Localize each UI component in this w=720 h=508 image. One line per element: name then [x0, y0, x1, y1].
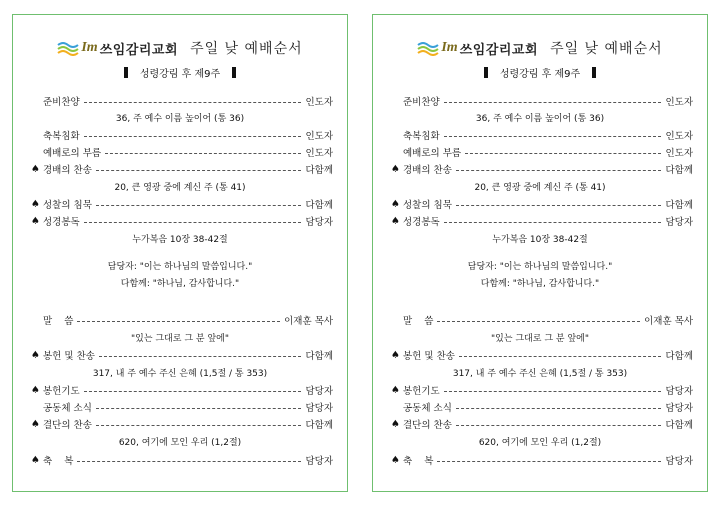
service-item-label: 축복침화 [403, 131, 440, 142]
service-item-performer: 인도자 [305, 148, 333, 159]
dotted-leader [96, 205, 302, 206]
church-logo [57, 39, 178, 58]
service-note: 담당자: "이는 하나님의 말씀입니다." [107, 262, 253, 272]
service-item-performer: 다함께 [665, 420, 693, 431]
dotted-leader [444, 102, 662, 103]
service-item-label: 결단의 찬송 [43, 420, 92, 431]
service-subtitle [13, 63, 347, 81]
bar-left-decoration [124, 67, 128, 78]
service-item-performer: 인도자 [305, 131, 333, 142]
service-item-performer: 인도자 [665, 131, 693, 142]
service-item-label: 성경봉독 [43, 217, 80, 228]
service-item [391, 416, 693, 432]
service-item [31, 93, 333, 109]
service-item-performer: 담당자 [305, 217, 333, 228]
service-item [31, 144, 333, 160]
service-note: "있는 그대로 그 분 앞에" [491, 334, 589, 344]
service-item [391, 127, 693, 143]
dotted-leader [84, 136, 302, 137]
service-item-label: 성찰의 침묵 [403, 200, 452, 211]
dotted-leader [84, 102, 302, 103]
service-item-performer: 담당자 [305, 456, 333, 467]
service-item-performer: 이재훈 목사 [284, 316, 333, 327]
service-item-label: 말 씀 [403, 316, 434, 327]
spade-icon: ♠ [31, 163, 40, 175]
spade-icon: ♠ [391, 163, 400, 175]
dotted-leader [456, 408, 662, 409]
logo-prefix: Im [441, 40, 458, 55]
bulletin-header [13, 33, 347, 63]
service-item [31, 161, 333, 177]
bar-left-decoration [484, 67, 488, 78]
spade-icon: ♠ [391, 349, 400, 361]
service-item [31, 382, 333, 398]
service-item [391, 452, 693, 468]
service-item-performer: 다함께 [665, 351, 693, 362]
service-item-label: 축 복 [43, 456, 74, 467]
service-item [31, 127, 333, 143]
service-note: 다함께: "하나님, 감사합니다." [120, 279, 240, 289]
service-note: 담당자: "이는 하나님의 말씀입니다." [467, 262, 613, 272]
service-note: 20, 큰 영광 중에 계신 주 (통 41) [474, 183, 606, 193]
service-item-performer: 이재훈 목사 [644, 316, 693, 327]
service-item-label: 성경봉독 [403, 217, 440, 228]
subtitle-text: 성령강림 후 제9주 [139, 68, 221, 80]
spade-icon: ♠ [391, 198, 400, 210]
spade-icon: ♠ [31, 215, 40, 227]
church-name: 쓰임감리교회 [459, 42, 539, 58]
service-item-performer: 담당자 [665, 386, 693, 397]
dotted-leader [465, 153, 661, 154]
spade-icon: ♠ [391, 418, 400, 430]
dotted-leader [456, 170, 662, 171]
service-item [31, 399, 333, 415]
service-item [391, 399, 693, 415]
service-item-label: 축 복 [403, 456, 434, 467]
service-item-performer: 담당자 [665, 403, 693, 414]
church-logo [417, 39, 538, 58]
service-item [391, 144, 693, 160]
service-item-performer: 담당자 [665, 217, 693, 228]
service-title: 주일 낮 예배순서 [550, 41, 663, 57]
spade-icon: ♠ [31, 454, 40, 466]
subtitle-text: 성령강림 후 제9주 [499, 68, 581, 80]
church-name: 쓰임감리교회 [99, 42, 179, 58]
service-item-label: 봉헌 및 찬송 [43, 351, 95, 362]
logo-prefix: Im [81, 40, 98, 55]
service-item-label: 말 씀 [43, 316, 74, 327]
service-title: 주일 낮 예배순서 [190, 41, 303, 57]
dotted-leader [459, 356, 662, 357]
service-item-performer: 다함께 [665, 165, 693, 176]
service-item-performer: 담당자 [305, 386, 333, 397]
service-item-performer: 인도자 [665, 97, 693, 108]
service-item-label: 봉헌기도 [403, 386, 440, 397]
service-item [391, 312, 693, 328]
spade-icon: ♠ [31, 198, 40, 210]
service-subtitle [373, 63, 707, 81]
service-item-label: 예배로의 부름 [43, 148, 102, 159]
service-item-label: 경배의 찬송 [403, 165, 452, 176]
spade-icon: ♠ [31, 418, 40, 430]
spade-icon: ♠ [31, 349, 40, 361]
service-note: 317, 내 주 예수 주신 은혜 (1,5절 / 통 353) [452, 369, 628, 379]
dotted-leader [444, 136, 662, 137]
dotted-leader [84, 222, 302, 223]
service-item-label: 예배로의 부름 [403, 148, 462, 159]
bulletin-page-right [372, 14, 708, 492]
dotted-leader [96, 170, 302, 171]
service-item-performer: 인도자 [665, 148, 693, 159]
service-item [31, 312, 333, 328]
service-item [31, 347, 333, 363]
service-item-performer: 다함께 [305, 351, 333, 362]
wave-logo-icon [417, 40, 439, 56]
service-note: 317, 내 주 예수 주신 은혜 (1,5절 / 통 353) [92, 369, 268, 379]
service-item-label: 공동체 소식 [43, 403, 92, 414]
service-item [391, 93, 693, 109]
service-item-label: 준비찬양 [43, 97, 80, 108]
bar-right-decoration [232, 67, 236, 78]
dotted-leader [96, 425, 302, 426]
service-note: 36, 주 예수 이름 높이어 (통 36) [475, 114, 605, 124]
wave-logo-icon [57, 40, 79, 56]
service-note: 620, 여기에 모인 우리 (1,2절) [118, 438, 242, 448]
service-item-label: 경배의 찬송 [43, 165, 92, 176]
service-note: 다함께: "하나님, 감사합니다." [480, 279, 600, 289]
service-item-performer: 다함께 [665, 200, 693, 211]
service-item-performer: 담당자 [665, 456, 693, 467]
spade-icon: ♠ [391, 454, 400, 466]
service-item-label: 봉헌기도 [43, 386, 80, 397]
dotted-leader [96, 408, 302, 409]
service-note: 36, 주 예수 이름 높이어 (통 36) [115, 114, 245, 124]
service-item [391, 382, 693, 398]
spade-icon: ♠ [391, 384, 400, 396]
service-item [31, 452, 333, 468]
bar-right-decoration [592, 67, 596, 78]
service-note: 620, 여기에 모인 우리 (1,2절) [478, 438, 602, 448]
spade-icon: ♠ [391, 215, 400, 227]
service-note: 누가복음 10장 38-42절 [132, 235, 228, 245]
service-note: 누가복음 10장 38-42절 [492, 235, 588, 245]
dotted-leader [437, 321, 640, 322]
dotted-leader [444, 391, 662, 392]
service-item-label: 봉헌 및 찬송 [403, 351, 455, 362]
service-item-performer: 담당자 [305, 403, 333, 414]
service-item [31, 416, 333, 432]
bulletin-page-left [12, 14, 348, 492]
dotted-leader [84, 391, 302, 392]
service-item [31, 196, 333, 212]
dotted-leader [105, 153, 301, 154]
service-item-performer: 인도자 [305, 97, 333, 108]
service-item-label: 준비찬양 [403, 97, 440, 108]
service-note: "있는 그대로 그 분 앞에" [131, 334, 229, 344]
service-item-label: 결단의 찬송 [403, 420, 452, 431]
spade-icon: ♠ [31, 384, 40, 396]
service-item-performer: 다함께 [305, 165, 333, 176]
service-note: 20, 큰 영광 중에 계신 주 (통 41) [114, 183, 246, 193]
service-item [391, 213, 693, 229]
dotted-leader [456, 425, 662, 426]
service-item-label: 축복침화 [43, 131, 80, 142]
dotted-leader [99, 356, 302, 357]
service-item-label: 공동체 소식 [403, 403, 452, 414]
dotted-leader [437, 461, 661, 462]
service-item [391, 161, 693, 177]
service-item-label: 성찰의 침묵 [43, 200, 92, 211]
service-item [391, 196, 693, 212]
dotted-leader [456, 205, 662, 206]
dotted-leader [77, 461, 301, 462]
dotted-leader [444, 222, 662, 223]
service-item [31, 213, 333, 229]
dotted-leader [77, 321, 280, 322]
service-item-performer: 다함께 [305, 420, 333, 431]
bulletin-header [373, 33, 707, 63]
service-item-performer: 다함께 [305, 200, 333, 211]
service-item [391, 347, 693, 363]
